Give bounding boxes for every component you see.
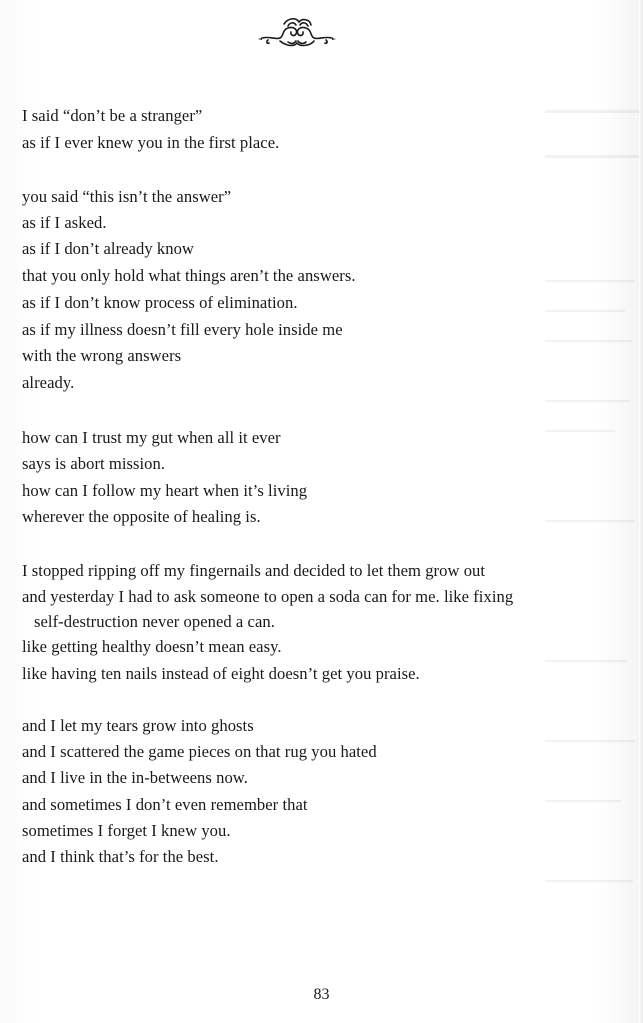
poem-line: how can I follow my heart when it’s living xyxy=(22,481,308,500)
cloud-ornament-icon xyxy=(258,14,336,52)
poem-line: as if I don’t already know xyxy=(22,239,194,258)
bleed-line xyxy=(545,400,630,402)
poem-line: I stopped ripping off my fingernails and decided to let them grow out xyxy=(22,561,486,580)
poem-line: self-destruction never opened a can. xyxy=(34,612,275,631)
poem-line: and yesterday I had to ask someone to open a soda can for me. like fixing xyxy=(22,587,514,606)
poem-line: as if I don’t know process of elimination. xyxy=(22,293,298,312)
bleed-line xyxy=(545,340,633,342)
poem-line: I said “don’t be a stranger” xyxy=(22,106,203,125)
bleed-line xyxy=(545,740,635,742)
bleed-line xyxy=(545,430,615,432)
poem-line: and sometimes I don’t even remember that xyxy=(22,795,308,814)
poem-line: as if my illness doesn’t fill every hole inside me xyxy=(22,320,343,339)
poem-line: wherever the opposite of healing is. xyxy=(22,507,261,526)
poem-line: and I let my tears grow into ghosts xyxy=(22,716,254,735)
bleed-line xyxy=(545,520,635,522)
poem-line: sometimes I forget I knew you. xyxy=(22,821,231,840)
poem-line: like having ten nails instead of eight doesn’t get you praise. xyxy=(22,664,420,683)
bleed-line xyxy=(545,310,625,312)
poem-line: and I think that’s for the best. xyxy=(22,847,219,866)
poem-line: like getting healthy doesn’t mean easy. xyxy=(22,637,282,656)
poem-line: as if I asked. xyxy=(22,213,107,232)
poem-line: says is abort mission. xyxy=(22,454,166,473)
poem-line: that you only hold what things aren’t the answers. xyxy=(22,266,356,285)
page-number: 83 xyxy=(313,986,330,1003)
poem-line: already. xyxy=(22,373,75,392)
poem-line: how can I trust my gut when all it ever xyxy=(22,428,281,447)
facing-page-bleed-through xyxy=(545,100,640,960)
bleed-line xyxy=(545,880,633,882)
bleed-line xyxy=(545,660,627,662)
poem-line: you said “this isn’t the answer” xyxy=(22,187,232,206)
bleed-line xyxy=(545,280,635,282)
bleed-line xyxy=(545,800,621,802)
poem-line: and I live in the in-betweens now. xyxy=(22,768,248,787)
poem-line: with the wrong answers xyxy=(22,346,182,365)
poem-line: as if I ever knew you in the first place. xyxy=(22,133,280,152)
poem-line: and I scattered the game pieces on that rug you hated xyxy=(22,742,377,761)
bleed-title-shape xyxy=(545,110,640,158)
page-edge-shadow xyxy=(639,0,643,1023)
